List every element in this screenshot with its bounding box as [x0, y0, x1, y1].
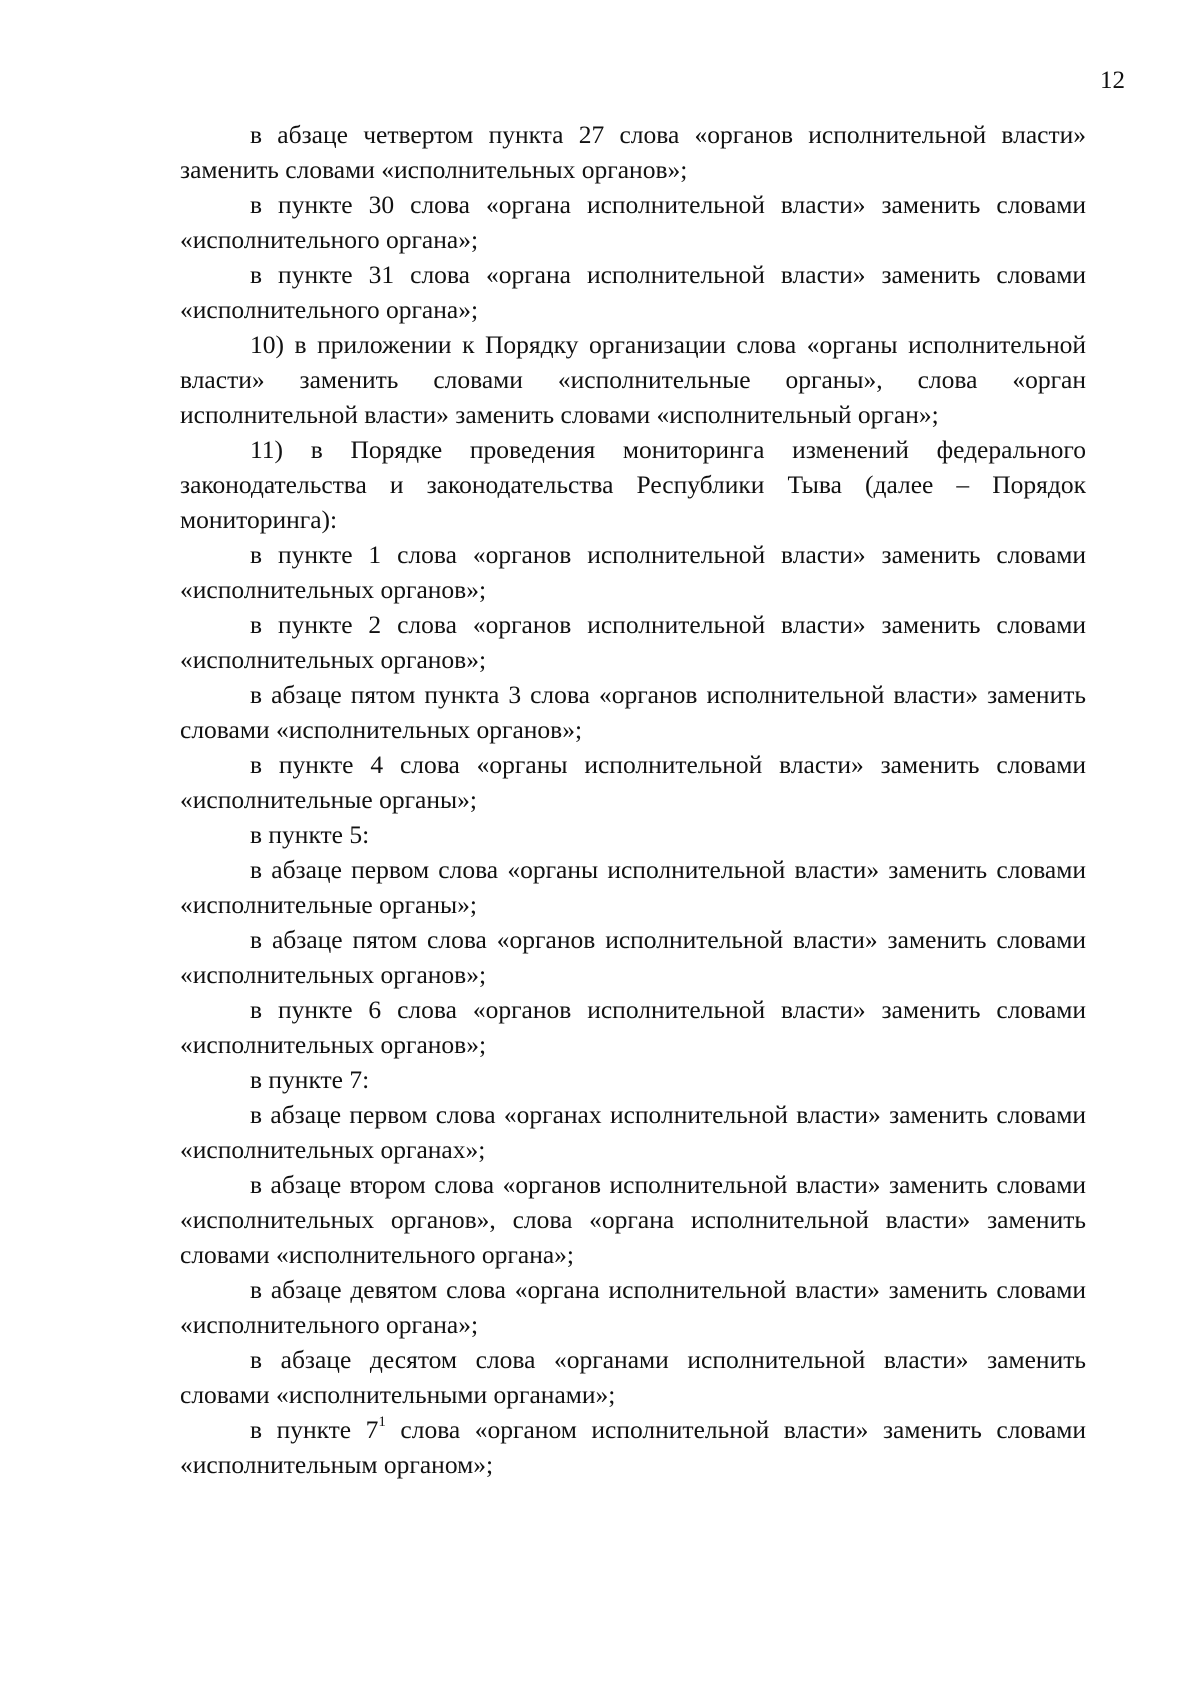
paragraph: в абзаце девятом слова «органа исполнительной власти» заменить словами «исполнительного органа»; [180, 1275, 1086, 1339]
paragraph: в пункте 1 слова «органов исполнительной власти» заменить словами «исполнительных органов»; [180, 540, 1086, 604]
paragraph: в абзаце десятом слова «органами исполнительной власти» заменить словами «исполнительными органами»; [180, 1345, 1086, 1409]
superscript-index: 1 [378, 1414, 386, 1430]
paragraph: в абзаце первом слова «органы исполнительной власти» заменить словами «исполнительные органы»; [180, 855, 1086, 919]
paragraph: в пункте 6 слова «органов исполнительной власти» заменить словами «исполнительных органов»; [180, 995, 1086, 1059]
document-body [180, 117, 1086, 1482]
paragraph: в пункте 4 слова «органы исполнительной власти» заменить словами «исполнительные органы»; [180, 750, 1086, 814]
paragraph-text-before: в пункте 7 [250, 1415, 379, 1444]
paragraph-with-superscript [180, 1412, 1086, 1482]
paragraph-text-after: слова «органом исполнительной власти» заменить словами «исполнительным органом»; [180, 1415, 1086, 1479]
paragraph: 11) в Порядке проведения мониторинга изменений федерального законодательства и законодательства Республики Тыва (далее – Порядок мониторинга): [180, 435, 1086, 534]
paragraph: в пункте 31 слова «органа исполнительной власти» заменить словами «исполнительного органа»; [180, 260, 1086, 324]
paragraph: в абзаце пятом пункта 3 слова «органов исполнительной власти» заменить словами «исполнительных органов»; [180, 680, 1086, 744]
paragraph: в абзаце первом слова «органах исполнительной власти» заменить словами «исполнительных органах»; [180, 1100, 1086, 1164]
paragraph: в пункте 7: [250, 1065, 370, 1094]
paragraph: в пункте 30 слова «органа исполнительной власти» заменить словами «исполнительного органа»; [180, 190, 1086, 254]
paragraph: в абзаце втором слова «органов исполнительной власти» заменить словами «исполнительных органов», слова «органа исполнительной власти» заменить словами «исполнительного органа»; [180, 1170, 1086, 1269]
paragraph: в пункте 2 слова «органов исполнительной власти» заменить словами «исполнительных органов»; [180, 610, 1086, 674]
paragraph: 10) в приложении к Порядку организации слова «органы исполнительной власти» заменить словами «исполнительные органы», слова «орган исполнительной власти» заменить словами «исполнительный орган»; [180, 330, 1086, 429]
paragraph: в абзаце четвертом пункта 27 слова «органов исполнительной власти» заменить словами «исполнительных органов»; [180, 120, 1086, 184]
paragraph: в абзаце пятом слова «органов исполнительной власти» заменить словами «исполнительных органов»; [180, 925, 1086, 989]
paragraph: в пункте 5: [250, 820, 370, 849]
page-number: 12 [1100, 67, 1125, 94]
